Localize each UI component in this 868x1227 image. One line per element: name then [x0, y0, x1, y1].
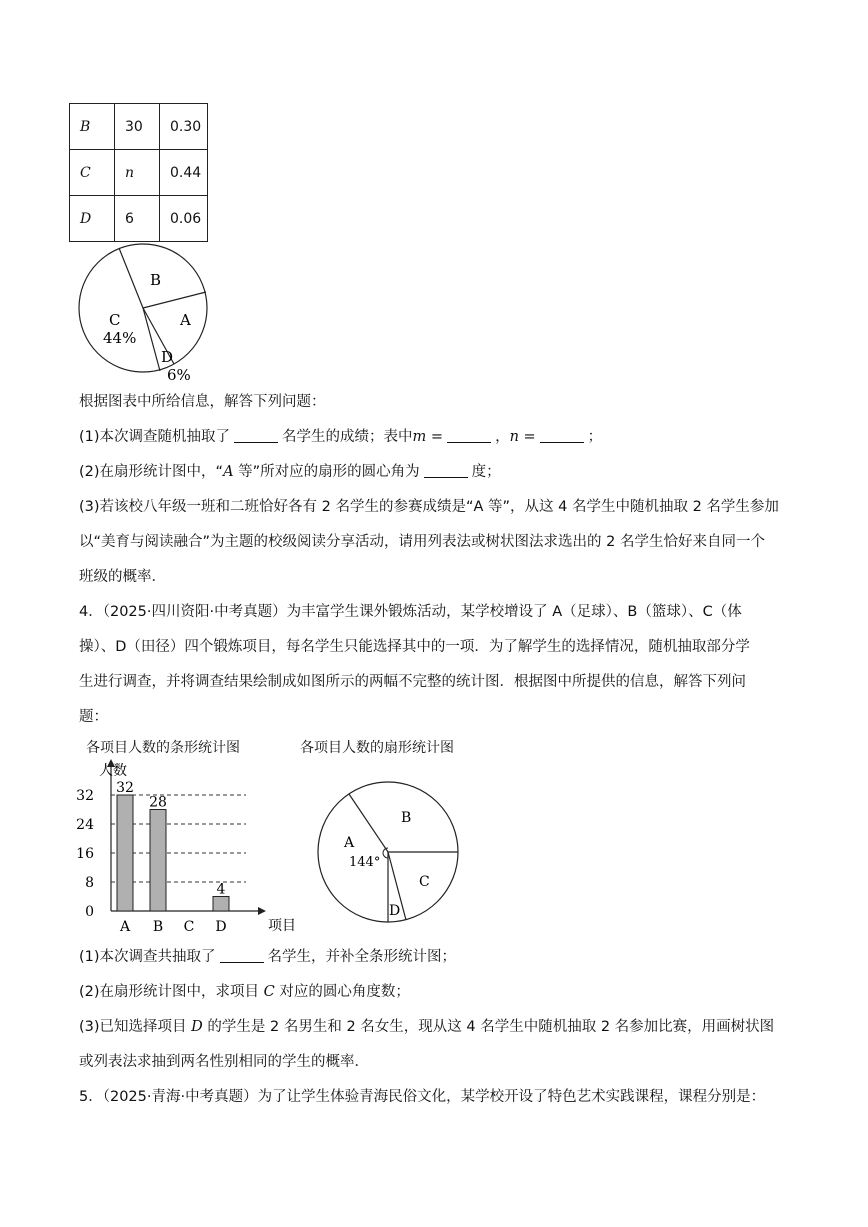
bar-chart-title: 各项目人数的条形统计图: [86, 740, 240, 756]
slice-label-b: B: [401, 810, 412, 826]
slice-label-a: A: [180, 311, 191, 329]
angle-arc: [383, 848, 388, 858]
bar-d: [213, 897, 229, 912]
slice-label-a: A: [344, 835, 355, 851]
q4-part3-text2: 的学生是 2 名男生和 2 名女生，现从这 4 名学生中随机抽取 2 名参加比赛，用画树状图: [207, 1019, 775, 1035]
q3-part2-text2: 等”所对应的扇形的圆心角为: [233, 464, 420, 480]
var-n: n =: [509, 429, 536, 445]
grade-pie-chart: [70, 245, 220, 385]
answer-blank: [424, 463, 468, 478]
q3-part2: [79, 461, 501, 483]
answer-blank: [447, 428, 491, 443]
data-label: 32: [116, 780, 134, 796]
answer-blank: [540, 428, 584, 443]
x-tick-label: D: [215, 919, 227, 935]
x-axis-arrow: [258, 907, 266, 915]
frequency-cell: 0.44: [160, 150, 208, 196]
bar-b: [150, 810, 166, 912]
q3-part2-text: (2)在扇形统计图中，“: [79, 464, 224, 480]
x-tick-label: A: [119, 919, 131, 935]
table-row: [70, 196, 208, 242]
bar-chart: [76, 757, 296, 937]
var-m: m =: [412, 429, 444, 445]
pie-chart-title: 各项目人数的扇形统计图: [300, 740, 454, 756]
pie-divider: [119, 248, 143, 308]
x-tick-label: B: [152, 919, 164, 935]
y-tick-label: 32: [76, 788, 94, 804]
slice-label-c: C: [109, 311, 121, 329]
y-tick-label: 0: [85, 904, 94, 920]
slice-label-d: D: [161, 348, 174, 366]
grade-cell: C: [70, 150, 115, 196]
slice-label-b: B: [150, 271, 162, 289]
answer-blank: [234, 428, 278, 443]
q4-line1: 4．（2025·四川资阳·中考真题）为丰富学生课外锻炼活动，某学校增设了 A（足球）、B（篮球）、C（体: [79, 604, 742, 620]
slice-percent-d: 6%: [167, 366, 191, 384]
var-c: C: [263, 984, 275, 1000]
var-a: A: [223, 464, 234, 480]
pie-divider: [143, 292, 206, 308]
grade-cell: B: [70, 104, 115, 150]
comma: ，: [495, 429, 510, 445]
pie-divider: [349, 794, 388, 852]
q3-part3-line3: 班级的概率．: [79, 569, 166, 585]
y-tick-label: 24: [76, 817, 94, 833]
slice-label-c: C: [419, 874, 430, 890]
x-axis-label: 项目: [268, 918, 296, 934]
frequency-cell: 0.30: [160, 104, 208, 150]
q4-line3: 生进行调查，并将调查结果绘制成如图所示的两幅不完整的统计图．根据图中所提供的信息，解答下列问: [79, 674, 746, 690]
q4-part2: [79, 981, 410, 1003]
y-axis-label: 人数: [99, 763, 127, 779]
q4-line4: 题：: [79, 709, 108, 725]
data-label: 4: [216, 881, 226, 898]
table-row: [70, 104, 208, 150]
count-cell: 30: [115, 104, 160, 150]
bar-a: [117, 795, 133, 911]
x-tick-label: C: [183, 919, 195, 935]
q4-part1-text2: 名学生，并补全条形统计图；: [267, 949, 457, 965]
q3-part1-text: (1)本次调查随机抽取了: [79, 429, 231, 445]
q5-line1: 5．（2025·青海·中考真题）为了让学生体验青海民俗文化，某学校开设了特色艺术实践课程，课程分别是：: [79, 1089, 766, 1105]
q4-part2-text: (2)在扇形统计图中，求项目: [79, 984, 260, 1000]
slice-angle-a: 144°: [349, 855, 381, 870]
count-cell: 6: [115, 196, 160, 242]
y-tick-label: 8: [85, 875, 94, 891]
frequency-cell: 0.06: [160, 196, 208, 242]
slice-percent-c: 44%: [103, 329, 137, 347]
semicolon: ；: [587, 429, 603, 445]
q3-part3-line2: 以“美育与阅读融合”为主题的校级阅读分享活动，请用列表法或树状图法求选出的 2 名学生恰好来自同一个: [79, 534, 765, 550]
slice-label-d: D: [389, 903, 401, 919]
table-row: [70, 150, 208, 196]
grade-cell: D: [70, 196, 115, 242]
project-pie-chart: [313, 780, 463, 925]
q4-part1-text: (1)本次调查共抽取了: [79, 949, 216, 965]
q3-part1: [79, 426, 602, 448]
q3-part2-text3: 度；: [471, 464, 501, 480]
data-label: 28: [149, 794, 167, 811]
q4-part3-text: (3)已知选择项目: [79, 1019, 187, 1035]
q4-part3-line1: [79, 1016, 774, 1038]
q3-part1-text2: 名学生的成绩；表中: [282, 429, 413, 445]
q4-line2: 操）、D（田径）四个锻炼项目，每名学生只能选择其中的一项．为了解学生的选择情况，随机抽取部分学: [79, 639, 750, 655]
q3-intro: 根据图表中所给信息，解答下列问题：: [79, 394, 326, 410]
q4-part2-text2: 对应的圆心角度数；: [279, 984, 410, 1000]
answer-blank: [220, 948, 264, 963]
q4-part3-line2: 或列表法求抽到两名性别相同的学生的概率．: [79, 1054, 369, 1070]
y-tick-label: 16: [76, 846, 94, 862]
q4-part1: [79, 946, 456, 968]
var-d: D: [191, 1019, 203, 1035]
pie-divider: [143, 308, 160, 371]
frequency-table: [69, 103, 208, 242]
count-cell: n: [115, 150, 160, 196]
q3-part3-line1: (3)若该校八年级一班和二班恰好各有 2 名学生的参赛成绩是“A 等”，从这 4 名学生中随机抽取 2 名学生参加: [79, 499, 779, 515]
